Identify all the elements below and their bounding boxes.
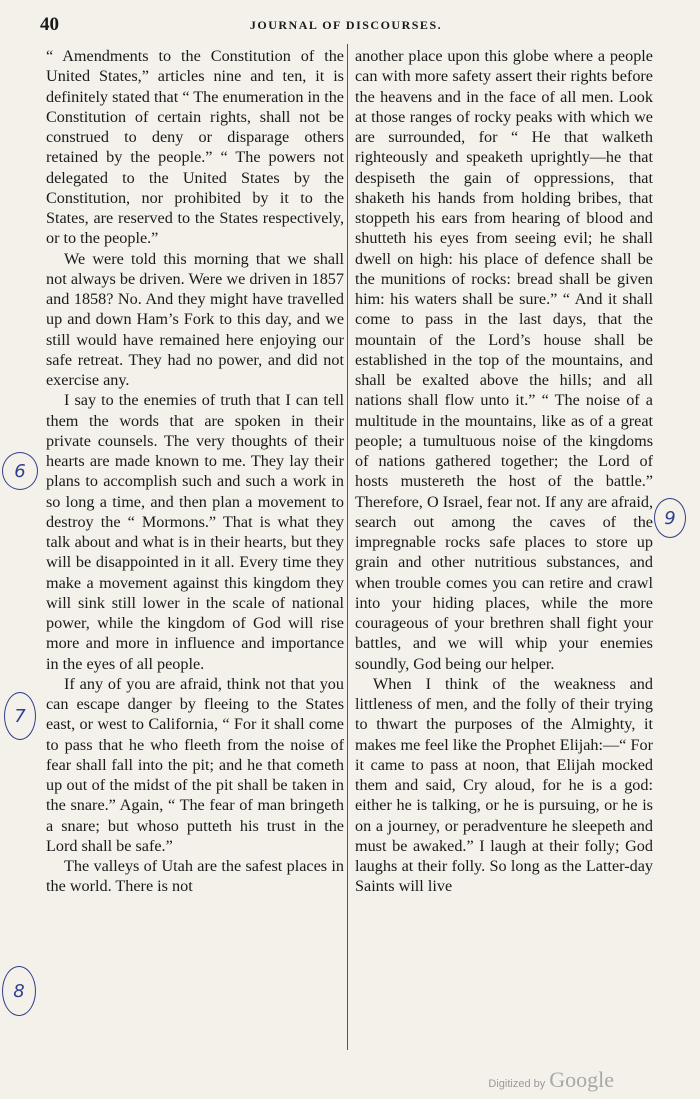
underlined-passage: Every time they make a movement against this kingdom they will sink still lower in the scale of national power, while the kingdom of God will rise more and more in influence and importance in the eyes of all people. [46, 553, 344, 673]
margin-note-9: 9 [654, 498, 686, 538]
left-column [46, 46, 344, 897]
underlined-passage: The valleys of Utah are the safest places in the world. [46, 857, 344, 896]
page-header [40, 14, 652, 38]
text-run: another place upon this globe where a people can with more safety assert their rights before the heavens and in the face of all men. Look at those ranges of rocky peaks with which we are surrounded, for “ He that walketh righteously and speaketh uprightly—he that despiseth the gain of oppressions, that shaketh his hands from holding bribes, that stoppeth his ears from hearing of blood and shutteth his eyes from seeing evil; he shall dwell on high: his place of defence shall be the munitions of rocks: bread shall be given him: his waters shall be sure.” [355, 47, 653, 308]
paragraph [355, 46, 653, 674]
paragraph [46, 249, 344, 391]
google-logo-text: Google [549, 1067, 614, 1092]
running-title: JOURNAL OF DISCOURSES. [249, 18, 443, 32]
margin-note-6: 6 [2, 452, 38, 490]
paragraph [46, 674, 344, 856]
underlined-passage: “ And it shall come to pass in the last days, that the mountain of the Lord’s house shall be established in the top of the mountains, and shall be exalted above the hills; and all nations shall flow unto it.” “ The noise of a multitude in the mountains, like as of a great people; a tumultuous noise of the kingdoms of nations gathered together; the Lord of hosts mustereth the host of the battle.” Therefore, O Israel, fear not. If any are afraid, search out among the caves of the impregnable rocks safe places to store up grain and other nutritious substances, and when trouble comes you can retire and crawl into your hiding places, while the more courageous of your brethren shall fight your battles, and we will whip your enemies soundly, God being our helper. [355, 290, 653, 673]
margin-note-8: 8 [2, 966, 36, 1016]
paragraph [46, 46, 344, 249]
paragraph [355, 674, 653, 897]
margin-note-7: 7 [4, 692, 36, 740]
text-run: “ Amendments to the Constitution of the United States,” articles nine and ten, it is definitely stated that “ The enumeration in the Constitution of certain rights, shall not be construed to deny or disparage others retained by the people.” “ The powers not delegated to the United States by the Constitution, nor prohibited by it to the States, are reserved to the States respectively, or to the people.” [46, 47, 344, 248]
right-column [355, 46, 653, 897]
text-run: There is not [111, 877, 193, 896]
page-number: 40 [40, 14, 59, 35]
text-run: The very thoughts of their hearts are made known to me. They lay their plans to accomplish such and such a work in so long a time, and then plan a movement to destroy the “ Mormons.” That is what they talk about and what is in their hearts, but they will be disappointed in it all. [46, 431, 344, 572]
text-run: We were told this morning that we shall not always be driven. Were we driven in 1857 and 1858? No. And they might have travelled up and down Ham’s Fork to this day, and we still would have remained here enjoying our safe retreat. They had no power, and did not exercise any. [46, 249, 344, 389]
underlined-passage: I say to the enemies of truth that I can tell them the words that are spoken in their private counsels. [46, 391, 344, 450]
text-run: When I think of the weakness and littleness of men, and the folly of their trying to thwart the purposes of the Almighty, it makes me feel like the Prophet Elijah:—“ For it came to pass at noon, that Elijah mocked them and said, Cry aloud, for he is a god: either he is talking, or he is pursuing, or he is on a journey, or peradventure he sleepeth and must be awaked.” I laugh at their folly; God laughs at their folly. So long as the Latter-day Saints will live [355, 674, 653, 896]
text-run: If any of you are afraid, think not that you can escape danger by fleeing to the States east, or west to California, “ For it shall come to pass that he who fleeth from the noise of fear shall fall into the pit; and he that cometh up out of the midst of the pit shall be taken in the snare.” [46, 674, 344, 815]
digitization-credit [488, 1067, 614, 1093]
column-divider [347, 44, 348, 1050]
digitized-by-label: Digitized by [488, 1078, 546, 1090]
underlined-passage: Again, “ The fear of man bringeth a snare; but whoso putteth his trust in the Lord shall be safe.” [46, 796, 344, 855]
paragraph [46, 856, 344, 897]
paragraph [46, 390, 344, 674]
